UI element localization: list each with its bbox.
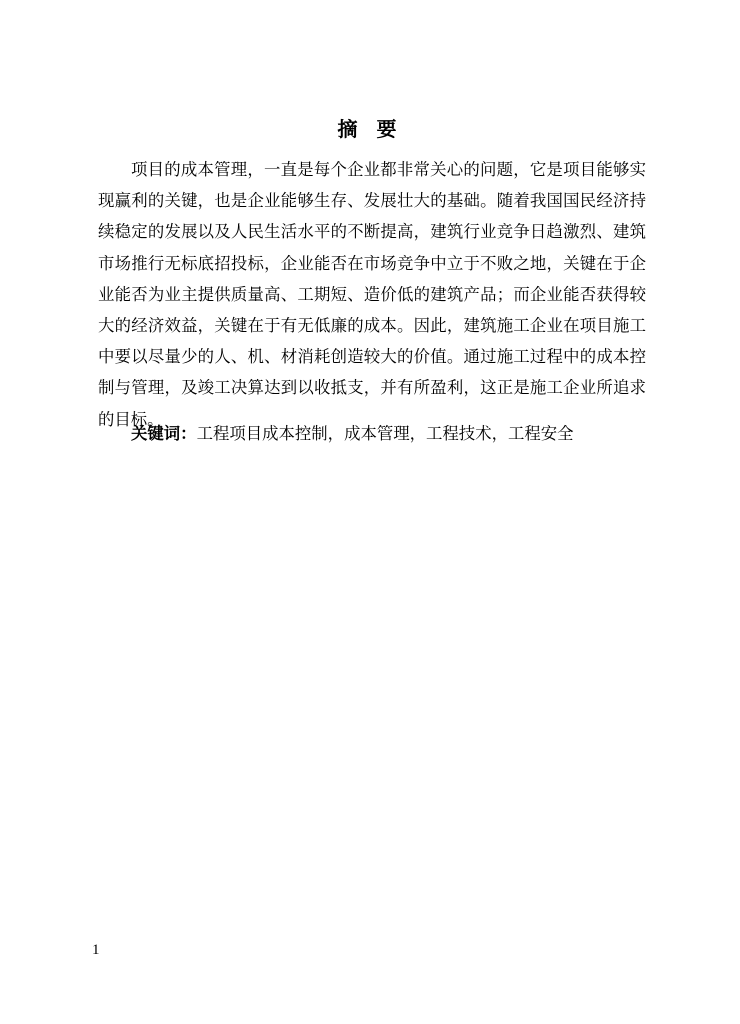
abstract-paragraph: 项目的成本管理，一直是每个企业都非常关心的问题，它是项目能够实现赢利的关键，也是企业能够生存、发展壮大的基础。随着我国国民经济持续稳定的发展以及人民生活水平的不断提高，建筑行业竞争日趋激烈、建筑市场推行无标底招投标，企业能否在市场竞争中立于不败之地，关键在于企业能否为业主提供质量高、工期短、造价低的建筑产品；而企业能否获得较大的经济效益，关键在于有无低廉的成本。因此，建筑施工企业在项目施工中要以尽量少的人、机、材消耗创造较大的价值。通过施工过程中的成本控制与管理，及竣工决算达到以收抵支，并有所盈利，这正是施工企业所追求的目标。 [98, 160, 646, 429]
keywords-text: 工程项目成本控制，成本管理，工程技术，工程安全 [196, 424, 574, 443]
keywords-label: 关键词： [131, 424, 197, 443]
keywords-line [131, 421, 574, 447]
abstract-title: 摘 要 [337, 117, 403, 141]
page-number: 1 [92, 942, 100, 958]
